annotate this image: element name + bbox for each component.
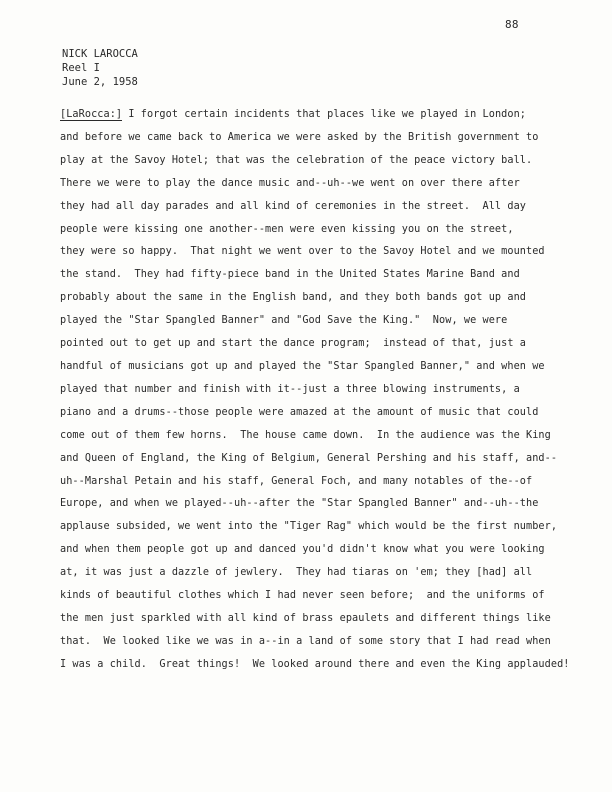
transcript-line: handful of musicians got up and played the "Star Spangled Banner," and when we: [60, 360, 545, 372]
transcript-line: come out of them few horns. The house came down. In the audience was the King: [60, 429, 551, 441]
transcript-line-text: I forgot certain incidents that places like we played in London;: [122, 109, 527, 120]
transcript-line: Europe, and when we played--uh--after the "Star Spangled Banner" and--uh--the: [60, 498, 539, 510]
transcript-line: I was a child. Great things! We looked around there and even the King applauded!: [60, 658, 570, 670]
transcript-line: kinds of beautiful clothes which I had never seen before; and the uniforms of: [60, 590, 545, 602]
speaker-label: [LaRocca:]: [60, 109, 123, 120]
transcript-line: the men just sparkled with all kind of brass epaulets and different things like: [60, 612, 551, 624]
interviewee-name: NICK LAROCCA: [62, 48, 138, 60]
transcript-line: play at the Savoy Hotel; that was the celebration of the peace victory ball.: [60, 154, 533, 166]
transcript-line: the stand. They had fifty-piece band in the United States Marine Band and: [60, 269, 520, 281]
transcript-line: applause subsided, we went into the "Tiger Rag" which would be the first number,: [60, 521, 558, 533]
transcript-line: [60, 104, 560, 127]
transcript-line: played the "Star Spangled Banner" and "God Save the King." Now, we were: [60, 315, 508, 327]
transcript-line: they had all day parades and all kind of ceremonies in the street. All day: [60, 200, 527, 212]
transcript-header: [62, 47, 138, 89]
transcript-line: pointed out to get up and start the dance program; instead of that, just a: [60, 338, 527, 350]
transcript-line: that. We looked like we was in a--in a land of some story that I had read when: [60, 635, 551, 647]
transcript-body: [60, 104, 570, 677]
reel-label: Reel I: [62, 62, 100, 74]
transcript-line: uh--Marshal Petain and his staff, General Foch, and many notables of the--of: [60, 475, 533, 487]
transcript-line: they were so happy. That night we went over to the Savoy Hotel and we mounted: [60, 246, 545, 258]
transcript-line: and before we came back to America we were asked by the British government to: [60, 131, 539, 143]
transcript-line: probably about the same in the English band, and they both bands got up and: [60, 292, 527, 304]
transcript-line: played that number and finish with it--just a three blowing instruments, a: [60, 383, 520, 395]
transcript-line: and when them people got up and danced you'd didn't know what you were looking: [60, 544, 545, 556]
transcript-line: piano and a drums--those people were amazed at the amount of music that could: [60, 406, 539, 418]
transcript-line: at, it was just a dazzle of jewlery. They had tiaras on 'em; they [had] all: [60, 567, 533, 579]
transcript-line: There we were to play the dance music and--uh--we went on over there after: [60, 177, 520, 189]
interview-date: June 2, 1958: [62, 76, 138, 88]
page-number: 88: [505, 18, 519, 31]
transcript-line: people were kissing one another--men were even kissing you on the street,: [60, 223, 514, 235]
transcript-line: and Queen of England, the King of Belgium, General Pershing and his staff, and--: [60, 452, 558, 464]
